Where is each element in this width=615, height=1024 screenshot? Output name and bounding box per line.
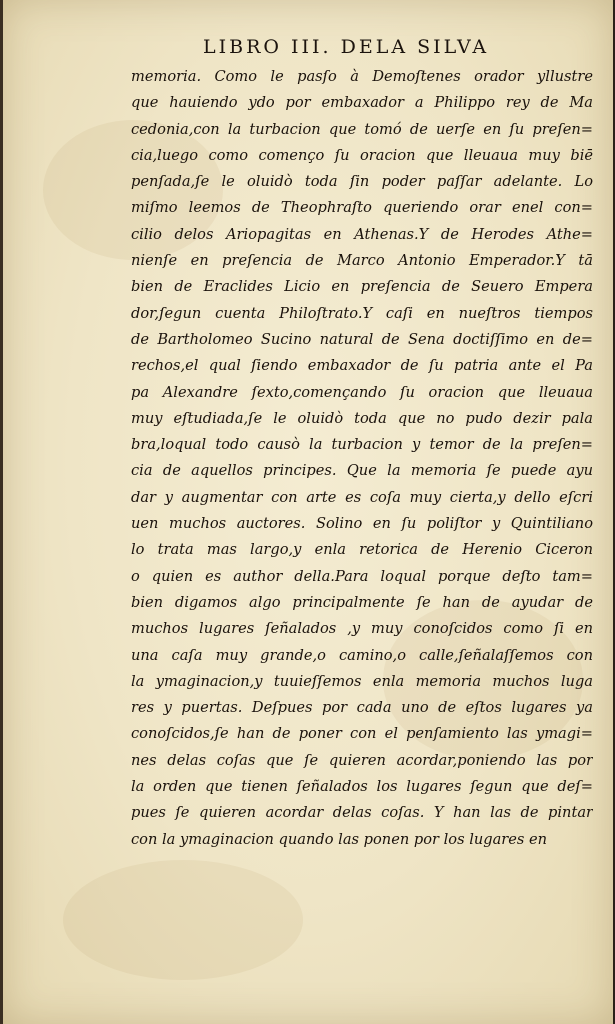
text-line: una caſa muy grande,o camino,o calle,ſeñalaſſemos con (131, 646, 593, 664)
text-line: que hauiendo ydo por embaxador a Philippo rey de Ma (131, 94, 593, 112)
text-line: memoria. Como le pasſo à Demoſtenes orador yllustre (131, 68, 593, 85)
text-line: pa Alexandre ſexto,començando ſu oracion que lleuaua (131, 383, 593, 401)
text-line: muchos lugares ſeñalados ,y muy conoſcidos como ſi en (131, 620, 593, 638)
text-line: la orden que tienen ſeñalados los lugares ſegun que deſ= (131, 778, 593, 796)
text-line: de Bartholomeo Sucino natural de Sena doctiſſimo en de= (131, 330, 593, 348)
text-line: la ymaginacion,y tuuieſſemos enla memoria muchos luga (131, 672, 593, 690)
text-line: con la ymaginacion quando las ponen por los lugares en (131, 830, 548, 848)
text-line: dar y augmentar con arte es coſa muy cierta,y dello eſcri (131, 488, 593, 506)
text-line: pues ſe quieren acordar delas coſas. Y han las de pintar (131, 804, 593, 822)
text-line: rechos,el qual ſiendo embaxador de ſu patria ante el Pa (131, 357, 593, 375)
text-line: conoſcidos,ſe han de poner con el penſamiento las ymagi= (131, 725, 593, 743)
text-line: res y puertas. Deſpues por cada uno de eſtos lugares ya (131, 699, 593, 717)
text-line: cia de aquellos principes. Que la memoria ſe puede ayu (131, 462, 593, 480)
text-line: penſada,ſe le oluidò toda ſin poder paſſar adelante. Lo (131, 173, 593, 191)
text-line: bra,loqual todo causò la turbacion y temor de la preſen= (131, 436, 593, 454)
text-line: nienſe en preſencia de Marco Antonio Emperador.Y tā (131, 252, 593, 270)
text-line: dor,ſegun cuenta Philoſtrato.Y caſi en nueſtros tiempos (131, 304, 593, 322)
text-line: o quien es author della.Para loqual porque deſto tam= (131, 567, 593, 585)
paper-stain (63, 860, 303, 980)
text-line: nes delas coſas que ſe quieren acordar,poniendo las por (131, 751, 593, 769)
text-line: bien de Eraclides Licio en preſencia de Seuero Empera (131, 278, 593, 296)
text-line: uen muchos auctores. Solino en ſu poliſtor y Quintiliano (131, 515, 593, 533)
body-text (131, 64, 593, 853)
text-line: cia,luego como començo ſu oracion que lleuaua muy biē (131, 146, 593, 164)
text-line: bien digamos algo principalmente ſe han de ayudar de (131, 593, 593, 611)
text-line: cedonia,con la turbacion que tomó de uerſe en ſu preſen= (131, 120, 593, 138)
running-head: LIBRO III. DELA SILVA (203, 36, 490, 58)
text-line: lo trata mas largo,y enla retorica de Herenio Ciceron (131, 541, 593, 559)
text-line: cilio delos Ariopagitas en Athenas.Y de Herodes Athe= (131, 225, 593, 243)
text-line: miſmo leemos de Theophraſto queriendo orar enel con= (131, 199, 593, 217)
text-line: muy eſtudiada,ſe le oluidò toda que no pudo dezir pala (131, 409, 593, 427)
